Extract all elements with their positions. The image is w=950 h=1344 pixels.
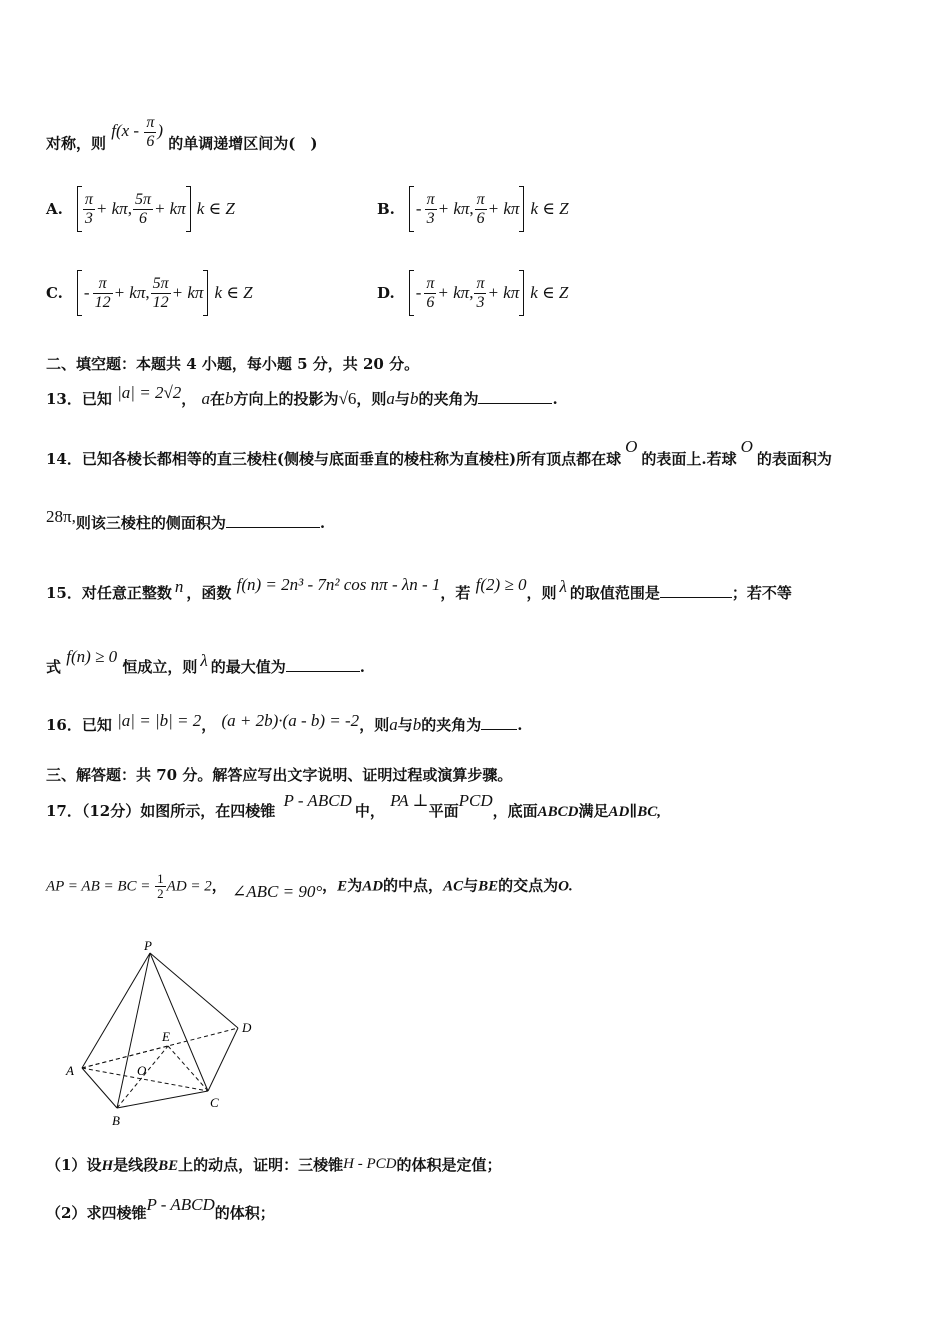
option-label: B.: [377, 200, 395, 218]
section3-heading: 三、解答题：共 70 分。解答应写出文字说明、证明过程或演算步骤。: [46, 766, 513, 784]
bracket-right: [186, 186, 191, 232]
q13-magnitude: |a| = 2√2: [117, 383, 182, 402]
answer-blank[interactable]: [286, 657, 360, 672]
edge-pd: [150, 953, 238, 1028]
option-label: A.: [46, 200, 63, 218]
option-label: C.: [46, 284, 63, 302]
label-D: D: [242, 1020, 252, 1035]
q17-sub1: （1）设H是线段BE上的动点，证明：三棱锥H - PCD的体积是定值；: [46, 1156, 502, 1174]
q15-line1: 15．对任意正整数 n ，函数 f(n) = 2n³ - 7n² cos nπ - λn - 1，若 f(2) ≥ 0，则 λ 的取值范围是 ；若不等: [46, 575, 792, 602]
seg-ec: [168, 1046, 208, 1091]
q12-stem: [46, 114, 318, 163]
q17-sub2: （2）求四棱锥P - ABCD的体积；: [46, 1195, 275, 1222]
q12-func: f(x - $\frac{\pi}{6}$ ): [111, 114, 164, 150]
q16-dot-product: (a + 2b)·(a - b) = -2: [221, 711, 360, 730]
option-tail: k ∈ Z: [196, 199, 235, 218]
label-E: E: [162, 1029, 170, 1044]
q17-line2: AP = AB = BC = $\frac{1}{2}$ AD = 2， ∠ABC = 90°，E为AD的中点，AC与BE的交点为O.: [46, 871, 573, 901]
q13-projection: √6: [338, 389, 357, 408]
answer-blank[interactable]: [226, 513, 320, 528]
q17-line1: 17．（12分）如图所示，在四棱锥 P - ABCD中， PA ⊥平面PCD，底面ABCD满足AD∥BC,: [46, 791, 662, 820]
seg-ae: [82, 1046, 168, 1068]
q14-area: 28π,: [46, 507, 76, 526]
section2-heading: 二、填空题：本题共 4 小题，每小题 5 分，共 20 分。: [46, 355, 420, 373]
label-P: P: [144, 938, 152, 953]
edge-bc: [117, 1091, 208, 1108]
q12-stem-pre: 对称，则: [46, 134, 107, 153]
option-a[interactable]: A. $\frac{\pi}{3}$ + kπ , $\frac{5\pi}{6}$ + kπ k ∈ Z: [46, 186, 235, 232]
label-C: C: [210, 1095, 219, 1110]
q15-condition2: f(n) ≥ 0: [66, 647, 118, 666]
q15-function: f(n) = 2n³ - 7n² cos nπ - λn - 1: [236, 575, 441, 594]
edge-pb: [117, 953, 150, 1108]
edge-pa: [82, 953, 150, 1068]
option-label: D.: [377, 284, 395, 302]
bracket-left: [77, 186, 82, 232]
option-b[interactable]: B. - $\frac{\pi}{3}$ + kπ , $\frac{\pi}{6}$ + kπ k ∈ Z: [377, 186, 569, 232]
edge-ab: [82, 1068, 117, 1108]
q13: 13．已知 |a| = 2√2， a在b方向上的投影为√6，则a与b的夹角为 .: [46, 383, 558, 408]
q15-line2: 式 f(n) ≥ 0 恒成立，则 λ 的最大值为 .: [46, 647, 366, 676]
label-O: O: [137, 1063, 147, 1078]
label-B: B: [112, 1113, 120, 1128]
q16-magnitude: |a| = |b| = 2: [117, 711, 202, 730]
q14-line1: 14．已知各棱长都相等的直三棱柱(侧棱与底面垂直的棱柱称为直棱柱)所有顶点都在球O的表面上.若球O的表面积为: [46, 437, 832, 468]
answer-blank[interactable]: [481, 715, 517, 730]
answer-blank[interactable]: [660, 583, 732, 598]
label-A: A: [66, 1063, 74, 1078]
q14-line2: 28π,则该三棱柱的侧面积为 .: [46, 507, 326, 532]
edge-cd: [208, 1028, 238, 1091]
option-d[interactable]: D. - $\frac{\pi}{6}$ + kπ , $\frac{\pi}{3}$ + kπ k ∈ Z: [377, 270, 568, 316]
q16: 16．已知 |a| = |b| = 2， (a + 2b)·(a - b) = -2，则a与b的夹角为 .: [46, 711, 523, 734]
option-c[interactable]: C. - $\frac{\pi}{12}$ + kπ , $\frac{5\pi}{12}$ + kπ k ∈ Z: [46, 270, 253, 316]
answer-blank[interactable]: [478, 389, 552, 404]
q15-condition: f(2) ≥ 0: [475, 575, 527, 594]
q12-stem-post: 的单调递增区间为( ): [168, 134, 318, 153]
edge-pc: [150, 953, 208, 1091]
option-kpi: + kπ: [95, 199, 128, 218]
pyramid-figure: [60, 935, 270, 1130]
